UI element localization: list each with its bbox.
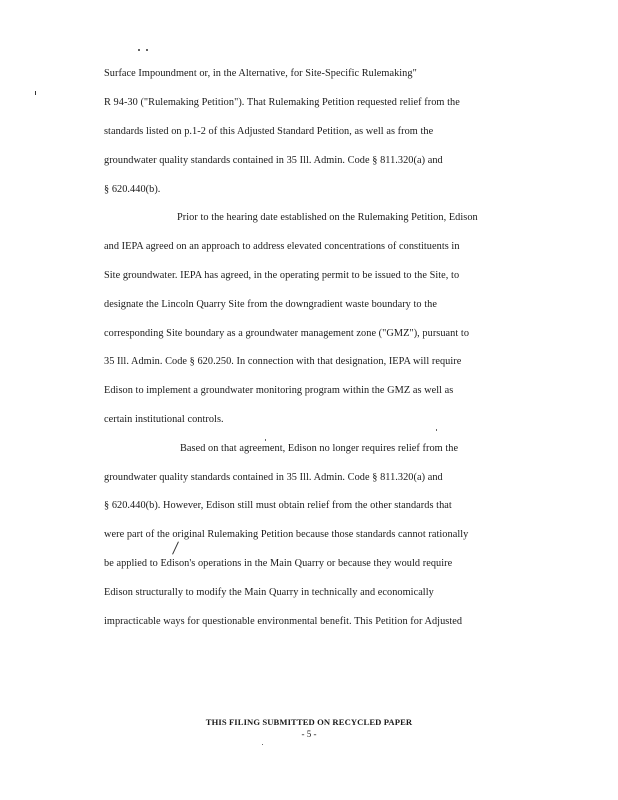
- scan-speck: [262, 744, 263, 745]
- paragraph-line: § 620.440(b). However, Edison still must obtain relief from the other standards that: [104, 500, 452, 511]
- paragraph-line: designate the Lincoln Quarry Site from the downgradient waste boundary to the: [104, 299, 437, 310]
- paragraph-line: Based on that agreement, Edison no longer requires relief from the: [180, 443, 459, 454]
- paragraph-line: be applied to Edison's operations in the Main Quarry or because they would require: [104, 558, 453, 569]
- paragraph-line: were part of the original Rulemaking Petition because those standards cannot rationally: [104, 529, 469, 540]
- paragraph-line: certain institutional controls.: [104, 414, 224, 425]
- paragraph-line: and IEPA agreed on an approach to address elevated concentrations of constituents in: [104, 241, 460, 252]
- paragraph-line: § 620.440(b).: [104, 184, 161, 195]
- paragraph-line: groundwater quality standards contained in 35 Ill. Admin. Code § 811.320(a) and: [104, 155, 443, 166]
- paragraph-line: Prior to the hearing date established on the Rulemaking Petition, Edison: [177, 212, 478, 223]
- paragraph-line: R 94-30 ("Rulemaking Petition"). That Rulemaking Petition requested relief from the: [104, 97, 460, 108]
- footer-recycled-notice: THIS FILING SUBMITTED ON RECYCLED PAPER: [205, 717, 413, 727]
- paragraph-line: standards listed on p.1-2 of this Adjusted Standard Petition, as well as from the: [104, 126, 434, 137]
- scan-speck: [138, 49, 140, 51]
- paragraph-line: Edison to implement a groundwater monitoring program within the GMZ as well as: [104, 385, 454, 396]
- paragraph-line: Site groundwater. IEPA has agreed, in the operating permit to be issued to the Site, to: [104, 270, 460, 281]
- paragraph-line: Surface Impoundment or, in the Alternative, for Site-Specific Rulemaking": [104, 68, 417, 79]
- scan-speck: [265, 439, 266, 441]
- scan-speck: [172, 541, 179, 554]
- page-number: - 5 -: [301, 729, 317, 739]
- paragraph-line: Edison structurally to modify the Main Quarry in technically and economically: [104, 587, 434, 598]
- paragraph-line: corresponding Site boundary as a groundwater management zone ("GMZ"), pursuant to: [104, 328, 470, 339]
- paragraph-line: impracticable ways for questionable environmental benefit. This Petition for Adjusted: [104, 616, 463, 627]
- scan-speck: [146, 49, 148, 51]
- paragraph-line: 35 Ill. Admin. Code § 620.250. In connection with that designation, IEPA will require: [104, 356, 462, 367]
- scan-speck: [436, 429, 437, 431]
- paragraph-line: groundwater quality standards contained in 35 Ill. Admin. Code § 811.320(a) and: [104, 472, 443, 483]
- scan-speck: [35, 91, 36, 95]
